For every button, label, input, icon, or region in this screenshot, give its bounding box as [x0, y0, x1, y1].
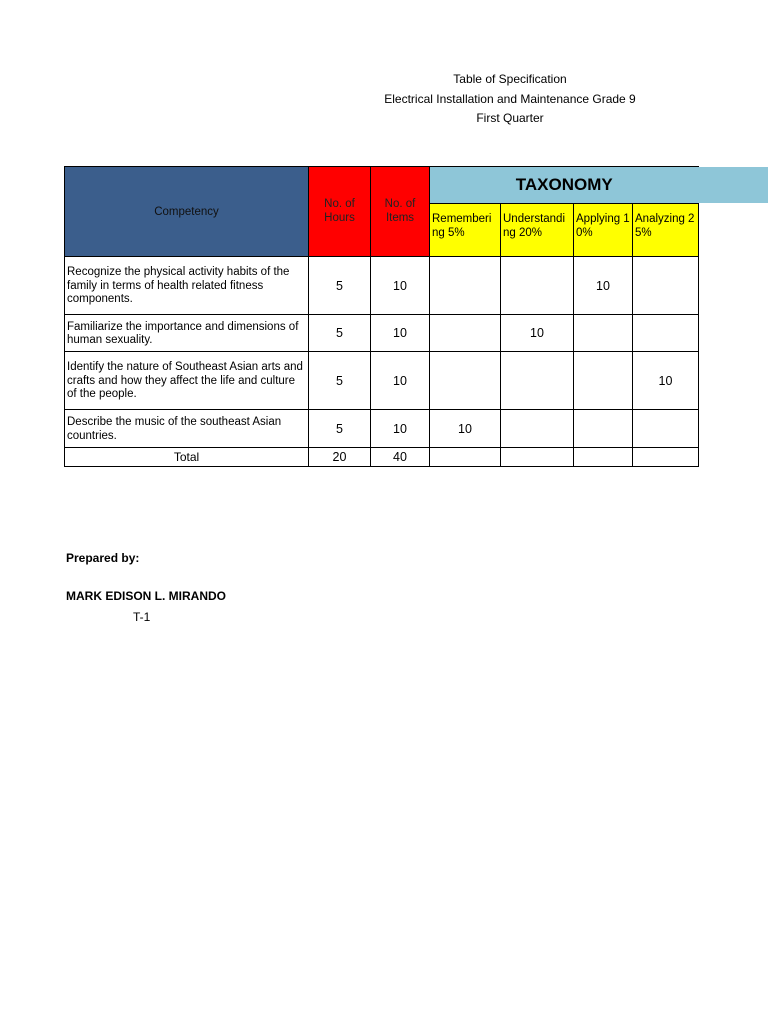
hours-header: No. of Hours	[309, 167, 371, 257]
spec-table	[64, 166, 699, 467]
applying-cell: 10	[574, 257, 633, 315]
preparer-name: MARK EDISON L. MIRANDO	[66, 589, 226, 603]
applying-cell	[574, 352, 633, 410]
hours-cell: 5	[309, 410, 371, 448]
hours-cell: 5	[309, 352, 371, 410]
level-analyzing: Analyzing 25%	[633, 204, 699, 257]
table-row	[65, 315, 699, 352]
title-line-2: Electrical Installation and Maintenance Grade 9	[384, 91, 636, 106]
items-cell: 10	[371, 257, 430, 315]
total-hours: 20	[309, 448, 371, 467]
total-remembering	[430, 448, 501, 467]
table-row	[65, 352, 699, 410]
taxonomy-header: TAXONOMY	[430, 167, 699, 204]
remembering-cell	[430, 315, 501, 352]
total-applying	[574, 448, 633, 467]
competency-cell: Describe the music of the southeast Asian countries.	[65, 410, 309, 448]
title-line-3: First Quarter	[476, 111, 544, 125]
competency-cell: Familiarize the importance and dimensions of human sexuality.	[65, 315, 309, 352]
total-label: Total	[65, 448, 309, 467]
prepared-by-label: Prepared by:	[66, 551, 140, 565]
total-analyzing	[633, 448, 699, 467]
analyzing-cell: 10	[633, 352, 699, 410]
spec-table-container	[64, 166, 699, 467]
analyzing-cell	[633, 257, 699, 315]
level-understanding: Understandi ng 20%	[501, 204, 574, 257]
analyzing-cell	[633, 410, 699, 448]
taxonomy-header-extension	[698, 167, 768, 203]
understanding-cell	[501, 257, 574, 315]
total-items: 40	[371, 448, 430, 467]
level-applying: Applying 10%	[574, 204, 633, 257]
total-row	[65, 448, 699, 467]
remembering-cell	[430, 257, 501, 315]
document-title	[360, 70, 660, 129]
preparer-rank: T-1	[133, 610, 151, 624]
items-header: No. of Items	[371, 167, 430, 257]
level-remembering: Rememberi ng 5%	[430, 204, 501, 257]
title-line-1: Table of Specification	[453, 72, 567, 86]
hours-cell: 5	[309, 257, 371, 315]
competency-cell: Identify the nature of Southeast Asian arts and crafts and how they affect the life and culture of the people.	[65, 352, 309, 410]
remembering-cell	[430, 352, 501, 410]
total-understanding	[501, 448, 574, 467]
hours-cell: 5	[309, 315, 371, 352]
items-cell: 10	[371, 352, 430, 410]
understanding-cell: 10	[501, 315, 574, 352]
table-row	[65, 410, 699, 448]
understanding-cell	[501, 410, 574, 448]
applying-cell	[574, 315, 633, 352]
applying-cell	[574, 410, 633, 448]
items-cell: 10	[371, 315, 430, 352]
remembering-cell: 10	[430, 410, 501, 448]
analyzing-cell	[633, 315, 699, 352]
table-row	[65, 257, 699, 315]
items-cell: 10	[371, 410, 430, 448]
understanding-cell	[501, 352, 574, 410]
competency-cell: Recognize the physical activity habits of the family in terms of health related fitness components.	[65, 257, 309, 315]
competency-header: Competency	[65, 167, 309, 257]
